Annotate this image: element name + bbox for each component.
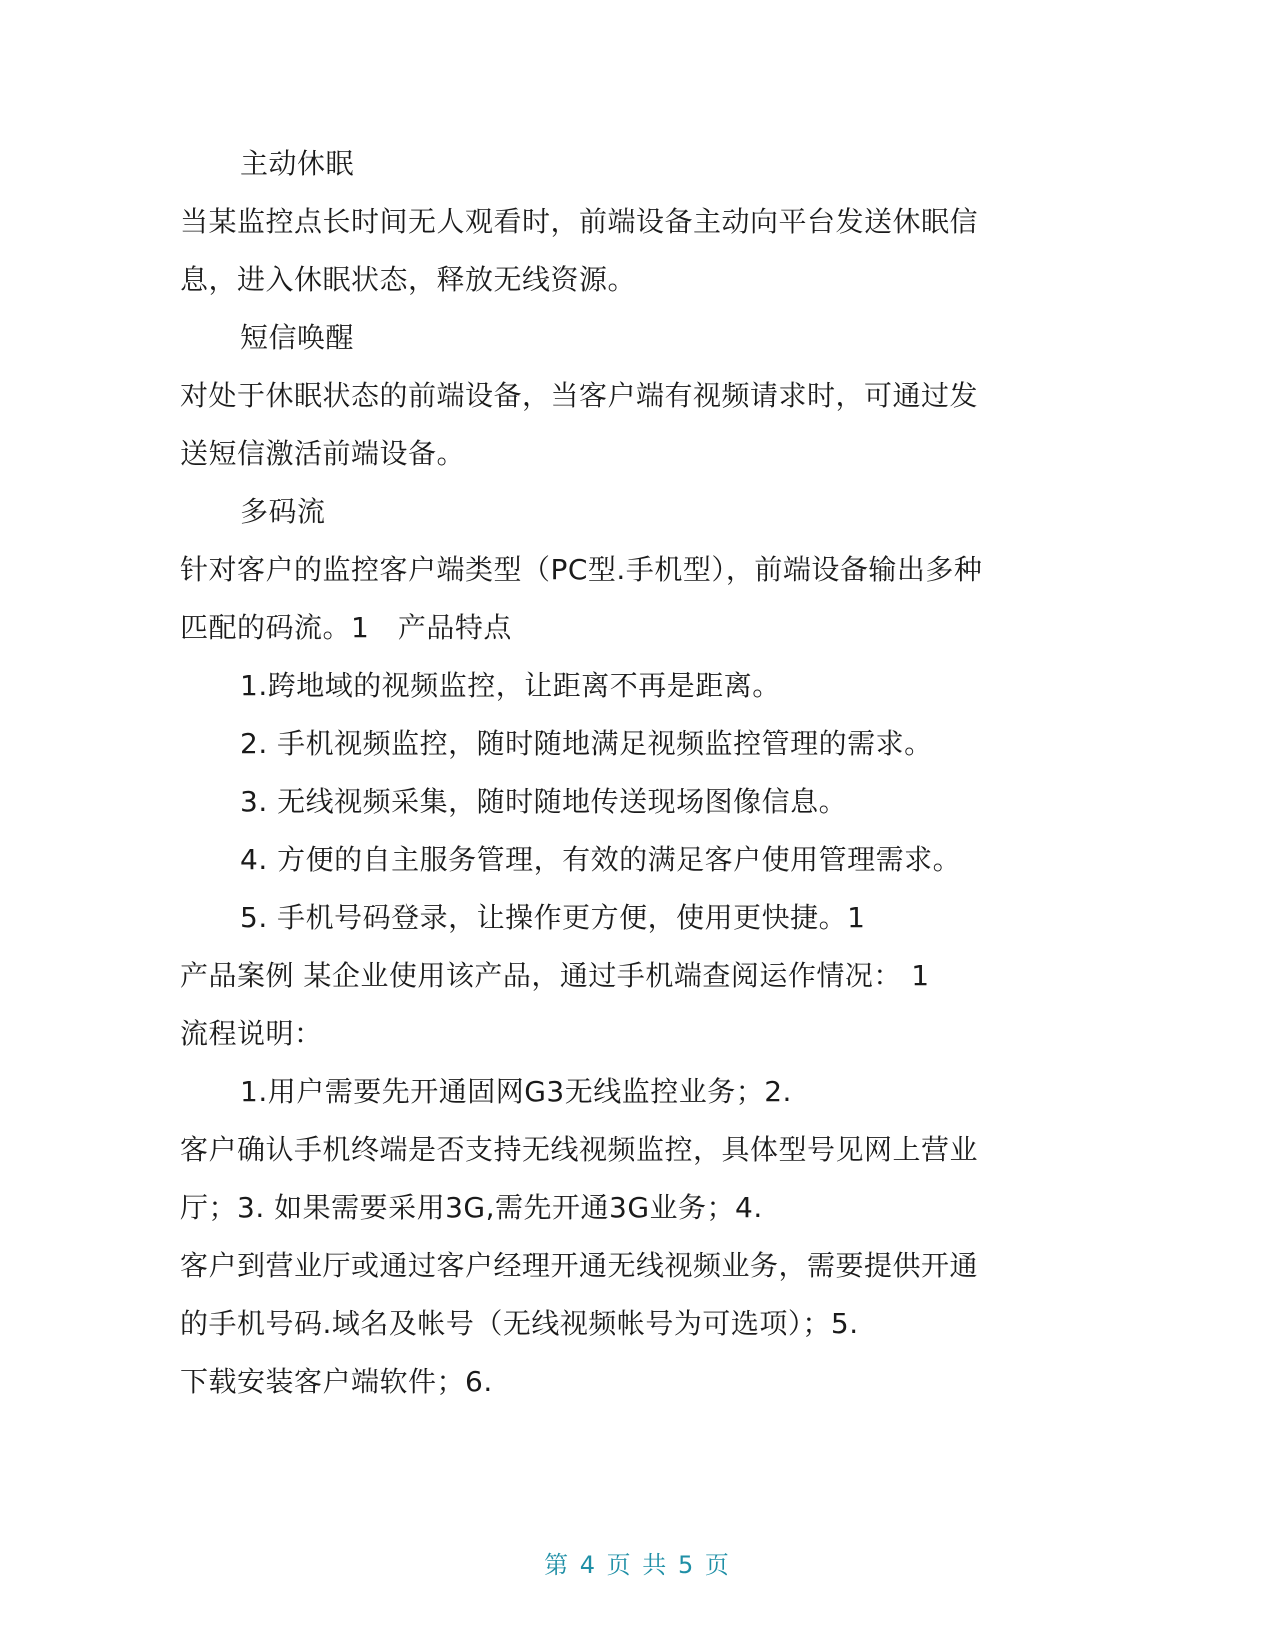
paragraph-line: 客户到营业厅或通过客户经理开通无线视频业务，需要提供开通 [180,1249,979,1282]
paragraph-line: 对处于休眠状态的前端设备，当客户端有视频请求时，可通过发 [180,379,979,412]
paragraph-line: 厅；3. 如果需要采用3G,需先开通3G业务；4. [180,1191,763,1224]
paragraph-line: 匹配的码流。1 产品特点 [180,611,512,644]
heading-sms-wakeup: 短信唤醒 [240,321,355,354]
heading-active-sleep: 主动休眠 [240,147,355,180]
feature-item: 5. 手机号码登录，让操作更方便，使用更快捷。1 [240,901,866,934]
paragraph-line: 息，进入休眠状态，释放无线资源。 [180,263,637,296]
process-step: 1.用户需要先开通固网G3无线监控业务；2. [240,1075,792,1108]
feature-item: 3. 无线视频采集，随时随地传送现场图像信息。 [240,785,848,818]
paragraph-line: 下载安装客户端软件；6. [180,1365,493,1398]
paragraph-line: 客户确认手机终端是否支持无线视频监控，具体型号见网上营业 [180,1133,979,1166]
feature-item: 2. 手机视频监控，随时随地满足视频监控管理的需求。 [240,727,933,760]
paragraph-line: 针对客户的监控客户端类型（PC型.手机型），前端设备输出多种 [180,553,983,586]
paragraph-line: 当某监控点长时间无人观看时，前端设备主动向平台发送休眠信 [180,205,979,238]
feature-item: 1.跨地域的视频监控，让距离不再是距离。 [240,669,781,702]
heading-process: 流程说明： [180,1017,323,1050]
paragraph-line: 产品案例 某企业使用该产品，通过手机端查阅运作情况： 1 [180,959,930,992]
feature-item: 4. 方便的自主服务管理，有效的满足客户使用管理需求。 [240,843,962,876]
heading-multi-stream: 多码流 [240,495,326,528]
paragraph-line: 送短信激活前端设备。 [180,437,466,470]
page-footer: 第 4 页 共 5 页 [544,1551,731,1579]
paragraph-line: 的手机号码.域名及帐号（无线视频帐号为可选项）；5. [180,1307,859,1340]
